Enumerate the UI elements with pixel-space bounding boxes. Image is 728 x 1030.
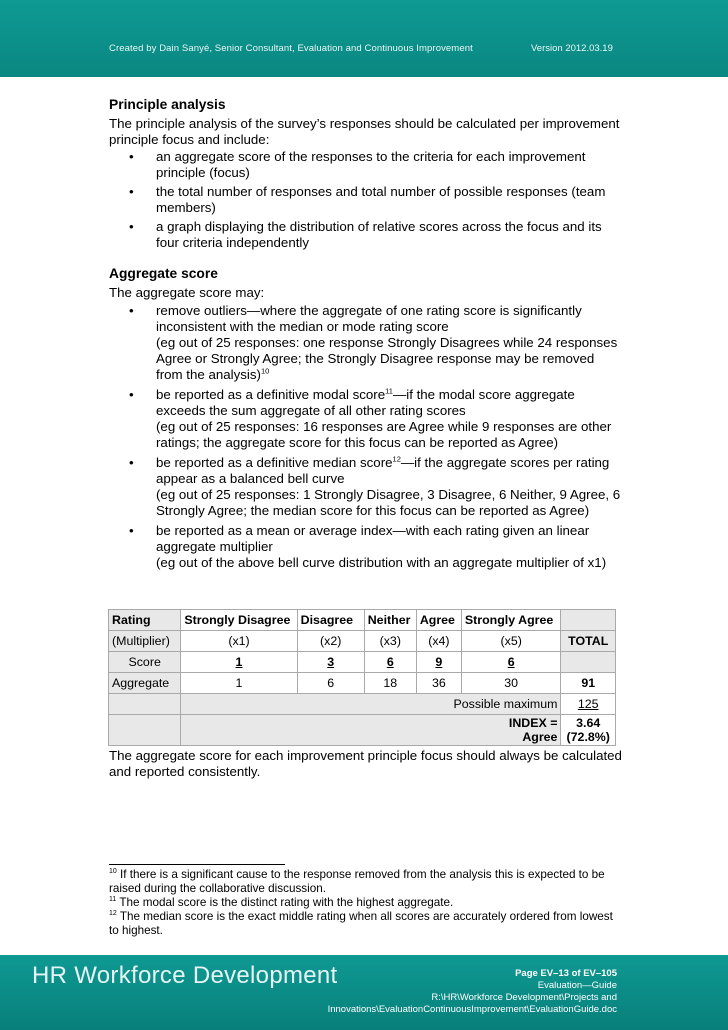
page-number: Page EV–13 of EV–105 xyxy=(515,968,617,979)
aggregate-intro: The aggregate score may: xyxy=(109,285,265,300)
footnote-ref[interactable]: 12 xyxy=(392,454,401,464)
closing-paragraph: The aggregate score for each improvement principle focus should always be calculated and reported consistently. xyxy=(109,748,622,779)
header-version: Version 2012.03.19 xyxy=(531,43,613,54)
footnote-ref[interactable]: 11 xyxy=(385,386,393,396)
table-row: Rating Strongly Disagree Disagree Neither Agree Strongly Agree xyxy=(109,610,616,631)
footnote-divider xyxy=(109,864,285,865)
list-item: • remove outliers—where the aggregate of one rating score is significantly inconsistent with the median or mode rating score (eg out of 25 responses: one response Strongly Disagrees while 24 responses Agree or Strongly Agree; the Strongly Disagree response may be removed from the analysis)$^{10}$ xyxy=(129,303,618,382)
table-row: (Multiplier) (x1) (x2) (x3) (x4) (x5) TOTAL xyxy=(109,631,616,652)
page-header xyxy=(0,0,728,77)
list-item: • an aggregate score of the responses to the criteria for each improvement principle (focus) xyxy=(129,149,586,180)
doc-path-2: Innovations\EvaluationContinuousImprovement\EvaluationGuide.doc xyxy=(327,1004,617,1015)
table-row: INDEX = Agree 3.64 (72.8%) xyxy=(109,715,616,746)
footnote: $^{12}$ The median score is the exact middle rating when all scores are accurately ordered from lowest to highest. xyxy=(109,910,613,937)
aggregate-heading: Aggregate score xyxy=(109,266,218,281)
list-item: • a graph displaying the distribution of relative scores across the focus and its four criteria independently xyxy=(129,219,602,250)
table-row: Aggregate 1 6 18 36 30 91 xyxy=(109,673,616,694)
principle-list xyxy=(109,149,623,251)
list-item: • be reported as a definitive modal score$^{11}$—if the modal score aggregate exceeds the sum aggregate of all other rating scores (eg out of 25 responses: 16 responses are Agree while 9 responses are other ratings; the aggregate score for this focus can be reported as Agree) xyxy=(129,386,612,450)
list-item: • be reported as a definitive median score$^{12}$—if the aggregate scores per rating appear as a balanced bell curve (eg out of 25 responses: 1 Strongly Disagree, 3 Disagree, 6 Neither, 9 Agree, 6 Strongly Agree; the median score for this focus can be reported as Agree) xyxy=(129,454,621,518)
principle-intro: The principle analysis of the survey’s responses should be calculated per improvement principle focus and include: xyxy=(109,116,620,147)
footnote: $^{10}$ If there is a significant cause to the response removed from the analysis this is expected to be raised during the collaborative discussion. xyxy=(109,868,605,895)
footnotes xyxy=(109,868,623,938)
list-item: • be reported as a mean or average index—with each rating given an linear aggregate multiplier (eg out of the above bell curve distribution with an aggregate multiplier of x1) xyxy=(129,523,607,570)
table-row: Score 1 3 6 9 6 xyxy=(109,652,616,673)
rating-table xyxy=(108,609,616,746)
principle-heading: Principle analysis xyxy=(109,97,226,112)
footnote: $^{11}$ The modal score is the distinct rating with the highest aggregate. xyxy=(109,896,454,909)
index-value: 3.64 (72.8%) xyxy=(561,715,616,746)
page-info xyxy=(328,968,617,1016)
list-item: • the total number of responses and total number of possible responses (team members) xyxy=(129,184,606,215)
main-content xyxy=(109,96,623,571)
possible-maximum: 125 xyxy=(561,694,616,715)
footnote-ref[interactable]: 10 xyxy=(260,366,270,376)
table-row: Possible maximum 125 xyxy=(109,694,616,715)
doc-path-1: R:\HR\Workforce Development\Projects and xyxy=(431,992,617,1003)
aggregate-list xyxy=(109,303,623,571)
header-creator: Created by Dain Sanyé, Senior Consultant, Evaluation and Continuous Improvement xyxy=(109,43,473,54)
doc-title: Evaluation—Guide xyxy=(537,980,617,991)
aggregate-total: 91 xyxy=(561,673,616,694)
hr-workforce-logo: HR Workforce Development xyxy=(32,962,338,989)
